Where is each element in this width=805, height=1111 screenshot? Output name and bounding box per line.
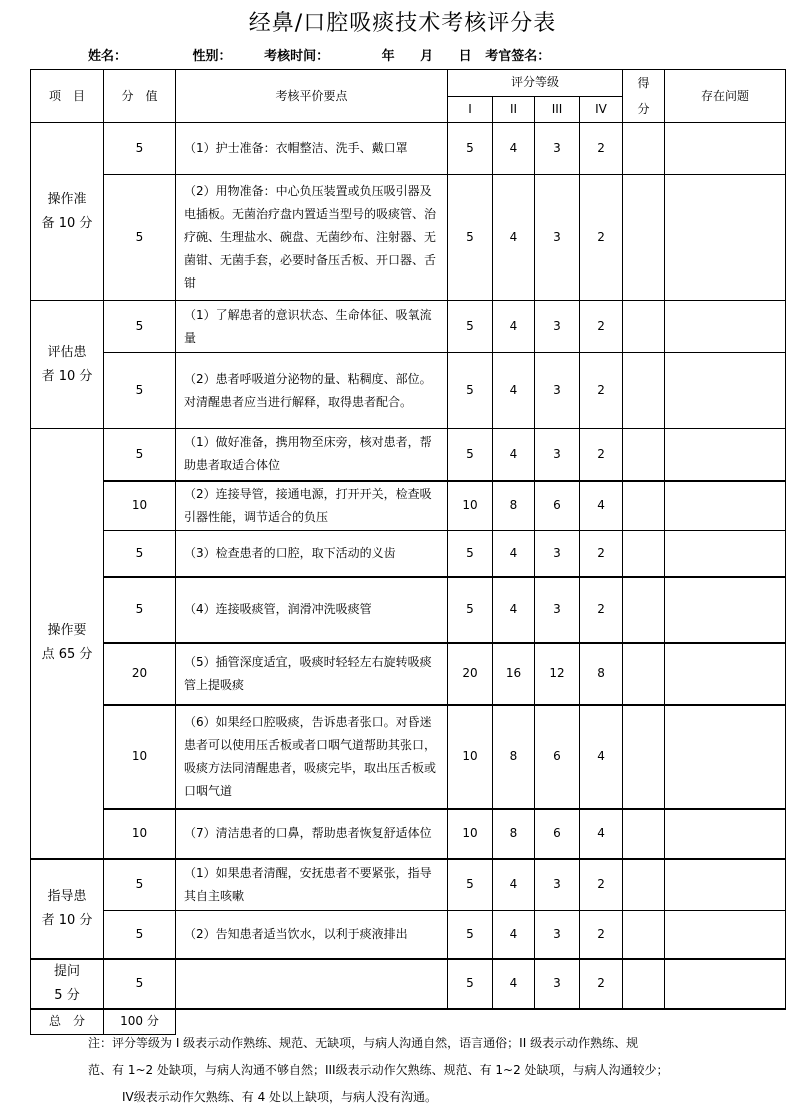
score-obtained-cell[interactable] [623,643,665,705]
issues-cell[interactable] [665,859,786,911]
day-label: 日 [458,49,472,64]
grade-1-value: 10 [448,705,493,809]
grade-4-value: 2 [580,959,623,1009]
total-value: 100 分 [104,1009,176,1035]
grade-4-value: 2 [580,859,623,911]
assessment-point: （4）连接吸痰管，润滑冲洗吸痰管 [176,577,448,643]
assessment-point: （1）护士准备：衣帽整洁、洗手、戴口罩 [176,123,448,175]
header-grade-3: III [535,96,580,123]
grade-2-value: 8 [493,705,535,809]
grade-1-value: 5 [448,123,493,175]
grade-3-value: 12 [535,643,580,705]
examiner-signature-label: 考官签名： [485,49,551,64]
grade-1-value: 5 [448,911,493,959]
grade-4-value: 2 [580,429,623,481]
score-value: 5 [104,531,176,577]
table-row [31,577,786,643]
grade-1-value: 5 [448,301,493,353]
grade-4-value: 2 [580,353,623,429]
score-obtained-cell[interactable] [623,429,665,481]
issues-cell[interactable] [665,643,786,705]
score-value: 20 [104,643,176,705]
grade-3-value: 6 [535,481,580,531]
issues-cell[interactable] [665,481,786,531]
year-label: 年 [381,49,395,64]
score-value: 10 [104,809,176,859]
grade-4-value: 2 [580,301,623,353]
score-value: 5 [104,175,176,301]
score-value: 5 [104,911,176,959]
score-value: 10 [104,705,176,809]
section-label: 操作要 点 65 分 [31,429,104,859]
assessment-point: （2）连接导管，接通电源，打开开关，检查吸引器性能，调节适合的负压 [176,481,448,531]
footnote-line-2: 范、有 1~2 处缺项，与病人沟通不够自然；III级表示动作欠熟练、规范、有 1~2 处缺项，与病人沟通较少； [88,1063,669,1077]
header-score: 分 值 [104,70,176,123]
month-label: 月 [420,49,434,64]
score-obtained-cell[interactable] [623,481,665,531]
grade-1-value: 20 [448,643,493,705]
grade-3-value: 3 [535,175,580,301]
score-value: 5 [104,353,176,429]
table-row [31,481,786,531]
score-value: 5 [104,859,176,911]
grade-3-value: 3 [535,911,580,959]
score-obtained-cell[interactable] [623,175,665,301]
score-obtained-cell[interactable] [623,301,665,353]
grade-1-value: 10 [448,809,493,859]
total-label: 总 分 [31,1009,104,1035]
header-points: 考核平价要点 [176,70,448,123]
grade-1-value: 5 [448,531,493,577]
grade-4-value: 4 [580,705,623,809]
grade-4-value: 2 [580,123,623,175]
grade-4-value: 4 [580,809,623,859]
issues-cell[interactable] [665,301,786,353]
header-issues: 存在问题 [665,70,786,123]
grade-4-value: 2 [580,531,623,577]
grade-2-value: 16 [493,643,535,705]
grade-2-value: 4 [493,175,535,301]
table-row [31,911,786,959]
score-obtained-cell[interactable] [623,809,665,859]
table-row [31,809,786,859]
section-label: 提问 5 分 [31,959,104,1009]
grade-2-value: 4 [493,301,535,353]
grade-2-value: 4 [493,959,535,1009]
table-row [31,301,786,353]
grade-4-value: 2 [580,175,623,301]
issues-cell[interactable] [665,175,786,301]
header-grade-4: IV [580,96,623,123]
score-value: 5 [104,123,176,175]
assessment-point: （2）患者呼吸道分泌物的量、粘稠度、部位。对清醒患者应当进行解释，取得患者配合。 [176,353,448,429]
section-label: 指导患 者 10 分 [31,859,104,959]
grade-1-value: 5 [448,353,493,429]
grade-2-value: 8 [493,809,535,859]
gender-label: 性别： [192,49,232,64]
issues-cell[interactable] [665,123,786,175]
grade-4-value: 4 [580,481,623,531]
issues-cell[interactable] [665,809,786,859]
issues-cell[interactable] [665,911,786,959]
footnote-line-1: 注：评分等级为 I 级表示动作熟练、规范、无缺项，与病人沟通自然，语言通俗；II 级表示动作熟练、规 [88,1036,639,1050]
grade-2-value: 8 [493,481,535,531]
grade-3-value: 6 [535,809,580,859]
table-row [31,353,786,429]
score-obtained-cell[interactable] [623,531,665,577]
grade-2-value: 4 [493,123,535,175]
grade-1-value: 5 [448,429,493,481]
assessment-point: （3）检查患者的口腔，取下活动的义齿 [176,531,448,577]
score-value: 5 [104,577,176,643]
score-value: 5 [104,959,176,1009]
footnote-line-3: IV级表示动作欠熟练、有 4 处以上缺项，与病人没有沟通。 [122,1090,438,1104]
table-row [31,705,786,809]
grade-3-value: 3 [535,301,580,353]
grade-2-value: 4 [493,577,535,643]
grade-2-value: 4 [493,911,535,959]
grade-2-value: 4 [493,429,535,481]
footnote [30,1030,775,1111]
grade-1-value: 5 [448,577,493,643]
grade-3-value: 3 [535,429,580,481]
scoring-table [30,69,786,1035]
header-grade-2: II [493,96,535,123]
score-value: 10 [104,481,176,531]
table-row [31,123,786,175]
assessment-point: （6）如果经口腔吸痰，告诉患者张口。对昏迷患者可以使用压舌板或者口咽气道帮助其张口，吸痰方法同清醒患者，吸痰完毕，取出压舌板或口咽气道 [176,705,448,809]
grade-4-value: 2 [580,911,623,959]
grade-4-value: 8 [580,643,623,705]
issues-cell[interactable] [665,705,786,809]
assessment-point: （2）告知患者适当饮水，以利于痰液排出 [176,911,448,959]
grade-2-value: 4 [493,531,535,577]
table-row [31,531,786,577]
issues-cell[interactable] [665,577,786,643]
grade-2-value: 4 [493,353,535,429]
header-grade-1: I [448,96,493,123]
score-obtained-cell[interactable] [623,577,665,643]
grade-3-value: 3 [535,123,580,175]
assessment-point: （7）清洁患者的口鼻，帮助患者恢复舒适体位 [176,809,448,859]
assessment-point: （1）如果患者清醒，安抚患者不要紧张，指导其自主咳嗽 [176,859,448,911]
grade-4-value: 2 [580,577,623,643]
grade-3-value: 3 [535,959,580,1009]
header-grade: 评分等级 [448,70,623,97]
name-label: 姓名： [88,49,128,64]
issues-cell[interactable] [665,353,786,429]
grade-3-value: 3 [535,353,580,429]
grade-3-value: 3 [535,531,580,577]
score-value: 5 [104,429,176,481]
grade-1-value: 5 [448,859,493,911]
issues-cell[interactable] [665,429,786,481]
section-label: 操作准 备 10 分 [31,123,104,301]
grade-3-value: 3 [535,859,580,911]
grade-2-value: 4 [493,859,535,911]
grade-1-value: 10 [448,481,493,531]
section-label: 评估患 者 10 分 [31,301,104,429]
table-row [31,959,786,1009]
score-obtained-cell[interactable] [623,959,665,1009]
grade-3-value: 3 [535,577,580,643]
assessment-point: （2）用物准备：中心负压装置或负压吸引器及电插板。无菌治疗盘内置适当型号的吸痰管、治疗碗、生理盐水、碗盘、无菌纱布、注射器、无菌钳、无菌手套，必要时备压舌板、开口器、舌钳 [176,175,448,301]
table-row [31,429,786,481]
table-row [31,859,786,911]
exam-meta-line [88,45,550,64]
score-obtained-cell[interactable] [623,911,665,959]
issues-cell[interactable] [665,959,786,1009]
header-item: 项 目 [31,70,104,123]
table-body [31,123,786,1035]
assessment-point: （1）做好准备，携用物至床旁，核对患者，帮助患者取适合体位 [176,429,448,481]
assessment-point: （5）插管深度适宜，吸痰时轻轻左右旋转吸痰管上提吸痰 [176,643,448,705]
score-obtained-cell[interactable] [623,705,665,809]
table-row [31,175,786,301]
exam-time-label: 考核时间： [264,49,330,64]
grade-3-value: 6 [535,705,580,809]
score-obtained-cell[interactable] [623,123,665,175]
issues-cell[interactable] [665,531,786,577]
grade-1-value: 5 [448,959,493,1009]
score-obtained-cell[interactable] [623,859,665,911]
score-obtained-cell[interactable] [623,353,665,429]
grade-1-value: 5 [448,175,493,301]
header-got-score: 得 分 [623,70,665,123]
score-value: 5 [104,301,176,353]
table-row [31,643,786,705]
assessment-point: （1）了解患者的意识状态、生命体征、吸氧流量 [176,301,448,353]
assessment-point [176,959,448,1009]
page-title: 经鼻/口腔吸痰技术考核评分表 [248,11,557,36]
